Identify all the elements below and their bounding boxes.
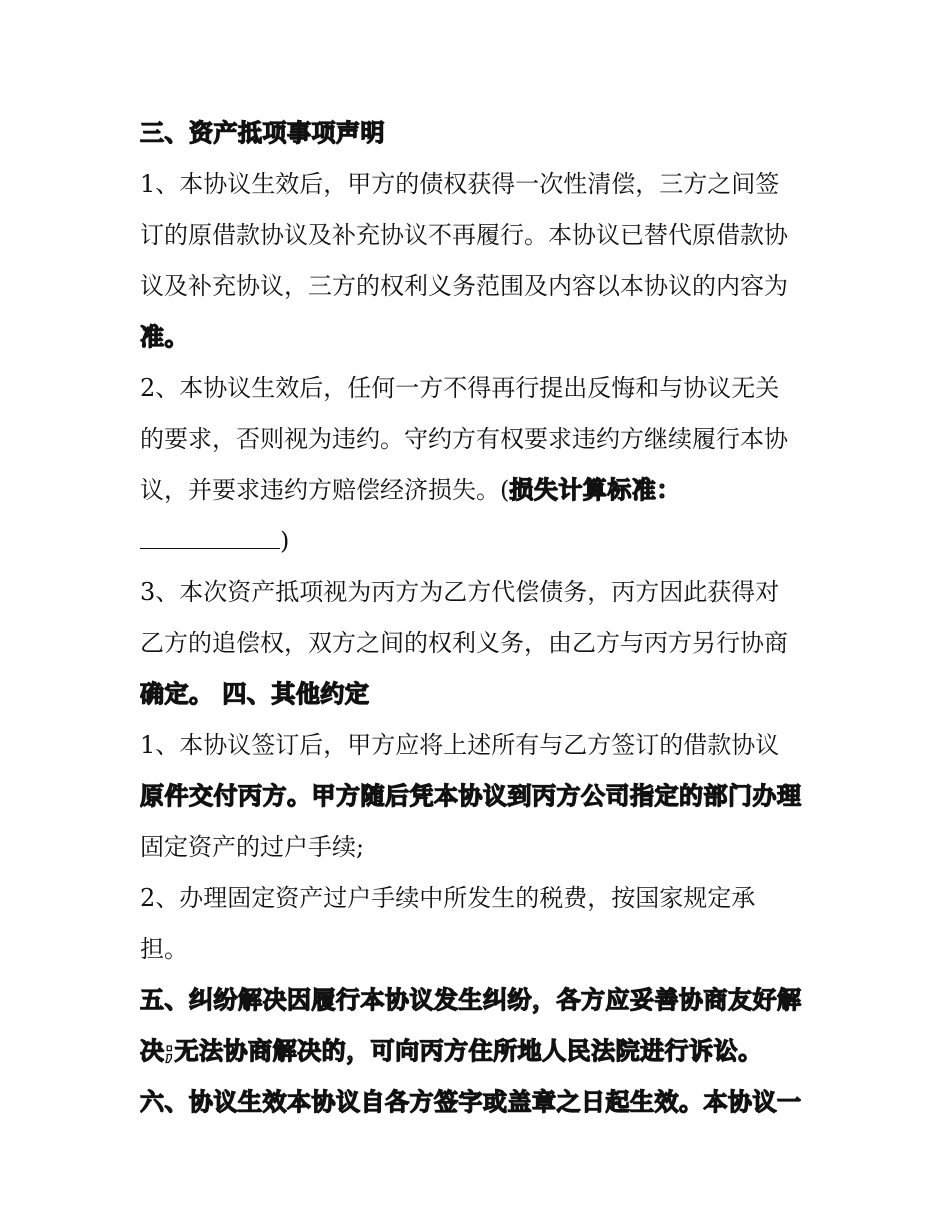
- paragraph-line: [140, 312, 816, 363]
- section-heading-other-terms: [140, 669, 816, 720]
- paragraph-line: [140, 1026, 816, 1077]
- text-segment: 决;无法协商解决的，可向丙方住所地人民法院进行诉讼。: [140, 1037, 763, 1065]
- paragraph-line: [140, 414, 816, 465]
- paragraph-line: [140, 261, 816, 312]
- paragraph-line: [140, 159, 816, 210]
- text-segment: ): [280, 527, 290, 555]
- paragraph-line: [140, 822, 816, 873]
- paragraph-line: [140, 924, 816, 975]
- text-segment: 订的原借款协议及补充协议不再履行。本协议已替代原借款协: [140, 221, 788, 249]
- text-segment: 固定资产的过户手续;: [140, 833, 365, 861]
- section-heading-dispute-resolution: [140, 975, 816, 1026]
- text-segment: 议，并要求违约方赔偿经济损失。(: [140, 476, 510, 504]
- text-segment: 乙方的追偿权，双方之间的权利义务，由乙方与丙方另行协商: [140, 629, 788, 657]
- paragraph-line: [140, 567, 816, 618]
- paragraph-line: [140, 465, 816, 516]
- text-segment: 三、资产抵项事项声明: [140, 119, 385, 147]
- text-segment: 1、本协议签订后，甲方应将上述所有与乙方签订的借款协议: [140, 731, 780, 759]
- text-segment-styled: 损失计算标准：: [509, 476, 681, 504]
- paragraph-line: [140, 516, 816, 567]
- section-heading-asset-offset: [140, 108, 816, 159]
- text-segment: 确定。 四、其他约定: [140, 680, 370, 708]
- paragraph-line: [140, 771, 816, 822]
- text-segment: 2、办理固定资产过户手续中所发生的税费，按国家规定承: [140, 884, 756, 912]
- paragraph-line: [140, 210, 816, 261]
- text-segment: 六、协议生效本协议自各方签字或盖章之日起生效。本协议一: [140, 1088, 802, 1116]
- text-segment: 3、本次资产抵项视为丙方为乙方代偿债务，丙方因此获得对: [140, 578, 780, 606]
- text-segment: 担。: [140, 935, 188, 963]
- fill-in-blank: [140, 526, 280, 549]
- document-body: [140, 108, 816, 1128]
- paragraph-line: [140, 720, 816, 771]
- section-heading-effectiveness: [140, 1077, 816, 1128]
- paragraph-line: [140, 618, 816, 669]
- paragraph-line: [140, 873, 816, 924]
- text-segment: 五、纠纷解决因履行本协议发生纠纷，各方应妥善协商友好解: [140, 986, 802, 1014]
- text-segment: 的要求，否则视为违约。守约方有权要求违约方继续履行本协: [140, 425, 788, 453]
- paragraph-line: [140, 363, 816, 414]
- text-segment: 1、本协议生效后，甲方的债权获得一次性清偿，三方之间签: [140, 170, 780, 198]
- text-segment: 原件交付丙方。甲方随后凭本协议到丙方公司指定的部门办理: [140, 782, 802, 810]
- text-segment: 2、本协议生效后，任何一方不得再行提出反悔和与协议无关: [140, 374, 780, 402]
- text-segment: 准。: [140, 323, 189, 351]
- text-segment: 议及补充协议，三方的权利义务范围及内容以本协议的内容为: [140, 272, 788, 300]
